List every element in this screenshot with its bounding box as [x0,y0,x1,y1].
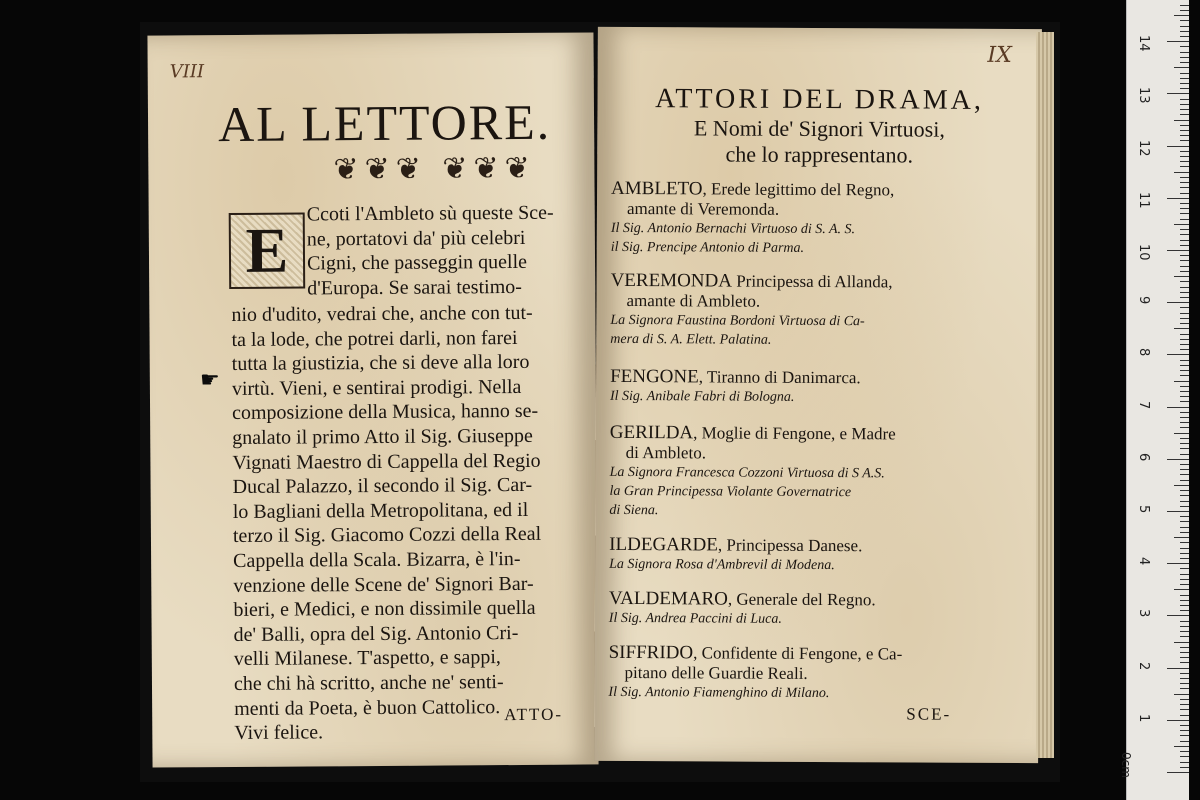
cast-subheading: E Nomi de' Signori Virtuosi, [693,115,945,142]
preface-text [231,301,542,746]
ruler-tick [1180,704,1189,705]
ruler-label: 10 [1136,244,1151,261]
ruler-tick [1167,250,1189,251]
ruler-tick [1180,558,1189,559]
ruler-tick [1180,767,1189,768]
performer-name: Il Sig. Antonio Bernachi Virtuoso di S. A. S. il Sig. Prencipe Antonio di Parma. [610,220,856,256]
text-line: terzo il Sig. Giacomo Cozzi della Real [232,523,542,548]
cast-role [611,179,1031,201]
ruler-tick [1180,688,1189,689]
ruler-tick [1180,725,1189,726]
text-line: Vivi felice. [234,721,324,745]
ruler-tick [1180,636,1189,637]
ruler-tick [1180,427,1189,428]
character-name: ILDEGARDE [609,533,718,556]
ruler-tick [1167,459,1189,460]
character-name: AMBLETO [611,177,703,200]
ruler-tick [1180,715,1189,716]
catchword-right: SCE- [906,704,952,724]
ruler-tick [1180,307,1189,308]
dropcap-initial: E [229,212,306,289]
ruler-tick [1180,678,1189,679]
left-page [147,32,598,767]
ruler-tick [1180,130,1189,131]
text-line: bieri, e Medici, e non dissimile quella [233,596,536,622]
ruler-tick [1180,762,1189,763]
ruler-tick [1180,297,1189,298]
ruler-tick [1180,334,1189,335]
ruler-tick [1167,146,1189,147]
ruler-tick [1180,756,1189,757]
ruler-tick [1180,735,1189,736]
ruler-label: 9 [1136,296,1151,305]
ruler-tick [1180,495,1189,496]
text-line: virtù. Vieni, e sentirai prodigi. Nella [231,375,522,400]
ruler-tick [1180,386,1189,387]
text-line: ta la lode, che potrei darli, non farei [231,326,518,351]
ruler-tick [1180,161,1189,162]
cast-role [609,535,1029,557]
ruler-tick [1180,605,1189,606]
ruler-tick [1180,245,1189,246]
ruler-tick [1180,469,1189,470]
cast-heading: ATTORI DEL DRAMA, [655,83,984,116]
ruler-tick [1167,302,1189,303]
ruler-tick [1180,240,1189,241]
ruler-tick [1180,114,1189,115]
character-role: , Tiranno di Danimarca. [698,367,861,388]
ruler-tick [1180,542,1189,543]
ruler-tick [1167,720,1189,721]
ruler-tick [1167,772,1189,773]
ruler-tick [1180,568,1189,569]
ruler-tick [1167,41,1189,42]
ruler-tick [1180,31,1189,32]
text-line: d'Europa. Se sarai testimo- [307,275,522,300]
ruler-tick [1167,615,1189,616]
ruler-label: 8 [1136,348,1151,357]
measuring-ruler [1119,0,1189,800]
ruler-tick [1180,480,1189,481]
ruler-tick [1180,527,1189,528]
ruler-tick [1167,354,1189,355]
cast-role [610,367,1030,389]
ruler-tick [1180,375,1189,376]
ruler-tick [1180,626,1189,627]
text-line: de' Balli, opra del Sig. Antonio Cri- [233,621,519,646]
ruler-tick [1174,224,1189,225]
text-line: Ccoti l'Ambleto sù queste Sce- [306,201,554,226]
ruler-tick [1180,36,1189,37]
ruler-tick [1180,26,1189,27]
ruler-tick [1180,166,1189,167]
ruler-tick [1180,46,1189,47]
catchword-left: ATTO- [504,704,564,725]
text-line: Vignati Maestro di Cappella del Regio [232,449,541,474]
ruler-tick [1180,662,1189,663]
ruler-label: 1 [1136,713,1151,723]
ruler-tick [1180,260,1189,261]
cast-entry [609,589,1029,630]
ruler-tick [1180,313,1189,314]
performer-name: Il Sig. Anibale Fabri di Bologna. [609,388,795,405]
ruler-tick [1180,657,1189,658]
ruler-label: 2 [1136,661,1151,670]
character-role-cont: amante di Veremonda. [626,198,780,219]
ruler-unit-label: 0cm [1119,752,1133,778]
ruler-tick [1167,511,1189,512]
ruler-tick [1180,292,1189,293]
ruler-tick [1180,151,1189,152]
pointing-hand-icon: ☛ [200,368,220,393]
ruler-tick [1180,83,1189,84]
ruler-tick [1180,255,1189,256]
cast-entry [610,367,1030,408]
text-line: Cigni, che passeggin quelle [306,251,528,275]
ruler-tick [1180,10,1189,11]
ruler-tick [1174,120,1189,121]
text-line: tutta la giustizia, che si deve alla loro [231,351,530,376]
character-role-cont: pitano delle Guardie Reali. [624,662,808,683]
ruler-tick [1180,99,1189,100]
text-line: ne, portatovi da' più celebri [306,226,526,251]
ruler-tick [1180,287,1189,288]
character-role-cont: di Ambleto. [625,442,707,463]
ruler-tick [1174,276,1189,277]
ruler-label: 6 [1136,452,1151,462]
performer-name: La Signora Francesca Cozzoni Virtuosa di S A.S. la Gran Principessa Violante Governatrice di Siena. [609,464,885,519]
cast-role [611,271,1031,293]
ruler-tick [1180,553,1189,554]
ruler-tick [1180,203,1189,204]
ruler-tick [1174,746,1189,747]
text-line: Ducal Palazzo, il secondo il Sig. Car- [232,474,533,499]
right-page [594,27,1042,763]
ruler-tick [1167,668,1189,669]
cast-entry [608,643,1028,704]
ruler-tick [1174,694,1189,695]
character-name: SIFFRIDO [608,641,694,664]
character-role: , Erede legittimo del Regno, [702,179,895,200]
ruler-tick [1180,78,1189,79]
ruler-tick [1180,501,1189,502]
cast-role [609,589,1029,611]
ruler-tick [1174,15,1189,16]
ruler-label: 12 [1136,139,1151,157]
text-line: Cappella della Scala. Bizarra, è l'in- [233,547,521,572]
ruler-label: 5 [1136,505,1151,514]
ruler-tick [1180,208,1189,209]
cast-entry [609,423,1030,522]
ruler-tick [1180,349,1189,350]
cast-role [609,643,1029,665]
folio-right: IX [987,42,1012,69]
ruler-label: 13 [1136,87,1151,104]
ruler-tick [1180,600,1189,601]
ruler-tick [1180,213,1189,214]
ruler-tick [1180,443,1189,444]
ruler-tick [1174,67,1189,68]
ruler-tick [1167,93,1189,94]
folio-left: VIII [169,61,205,83]
ruler-tick [1174,589,1189,590]
ruler-tick [1180,20,1189,21]
cast-entry [609,535,1029,576]
text-line: che chi hà scritto, anche ne' senti- [233,671,504,695]
ruler-tick [1180,281,1189,282]
ruler-tick [1180,187,1189,188]
ruler-tick [1180,156,1189,157]
ruler-tick [1174,433,1189,434]
ruler-tick [1180,401,1189,402]
ruler-label: 11 [1136,191,1151,209]
ruler-tick [1174,328,1189,329]
ruler-tick [1180,448,1189,449]
page-title-al-lettore: AL LETTORE. [217,93,552,153]
performer-name: La Signora Rosa d'Ambrevil di Modena. [609,556,835,574]
ruler-label: 4 [1136,557,1151,566]
ruler-tick [1180,647,1189,648]
ruler-tick [1180,323,1189,324]
ruler-tick [1180,62,1189,63]
ruler-tick [1180,579,1189,580]
ruler-tick [1180,730,1189,731]
preface-text-indented [307,201,555,301]
ruler-tick [1180,532,1189,533]
ruler-tick [1180,396,1189,397]
ruler-tick [1180,595,1189,596]
ruler-tick [1180,454,1189,455]
ruler-tick [1180,57,1189,58]
performer-name: Il Sig. Antonio Fiamenghino di Milano. [608,684,830,702]
ruler-tick [1180,422,1189,423]
ruler-tick [1180,548,1189,549]
ruler-tick [1180,631,1189,632]
ruler-tick [1167,563,1189,564]
ruler-tick [1180,490,1189,491]
ruler-tick [1180,709,1189,710]
ruler-tick [1180,412,1189,413]
ruler-tick [1180,88,1189,89]
ruler-tick [1180,344,1189,345]
ruler-tick [1180,73,1189,74]
page-edges [1036,32,1054,758]
ruler-tick [1180,699,1189,700]
ruler-tick [1180,5,1189,6]
performer-name: Il Sig. Andrea Paccini di Luca. [608,610,782,627]
ruler-tick [1180,234,1189,235]
text-line: composizione della Musica, hanno se- [232,400,539,425]
character-role-cont: amante di Ambleto. [626,290,761,311]
ornament-icon: ❦❦❦ ❦❦❦ [333,150,536,188]
ruler-tick [1180,339,1189,340]
ruler-tick [1180,266,1189,267]
ruler-tick [1180,673,1189,674]
ruler-tick [1180,506,1189,507]
ruler-tick [1180,464,1189,465]
character-role: , Moglie di Fengone, e Madre [693,423,896,444]
ruler-tick [1180,741,1189,742]
cast-entry [610,271,1030,351]
ruler-tick [1180,474,1189,475]
ruler-tick [1180,182,1189,183]
character-role: Principessa di Allanda, [731,271,893,292]
ruler-tick [1180,52,1189,53]
ruler-tick [1180,125,1189,126]
character-name: GERILDA [609,421,694,444]
cast-entry [611,179,1031,259]
character-name: FENGONE [610,365,699,388]
ruler-tick [1180,683,1189,684]
ruler-tick [1180,751,1189,752]
ruler-tick [1180,104,1189,105]
cast-role [610,423,1030,445]
ruler-tick [1180,584,1189,585]
ruler-tick [1180,391,1189,392]
ruler-tick [1180,438,1189,439]
ruler-tick [1167,407,1189,408]
ruler-tick [1174,381,1189,382]
character-role: , Principessa Danese. [717,535,863,556]
ruler-tick [1180,365,1189,366]
ruler-tick [1174,172,1189,173]
ruler-tick [1180,516,1189,517]
text-line: gnalato il primo Atto il Sig. Giuseppe [232,424,533,449]
ruler-tick [1180,360,1189,361]
ruler-tick [1180,417,1189,418]
ruler-tick [1180,574,1189,575]
performer-name: La Signora Faustina Bordoni Virtuosa di Ca- mera di S. A. Elett. Palatina. [610,312,865,348]
character-role: , Generale del Regno. [727,589,876,610]
ruler-tick [1174,485,1189,486]
ruler-tick [1180,140,1189,141]
ruler-tick [1180,135,1189,136]
ruler-tick [1180,318,1189,319]
ruler-tick [1180,610,1189,611]
ruler-label: 7 [1136,400,1151,409]
text-line: velli Milanese. T'aspetto, e sappi, [233,646,501,671]
ruler-tick [1174,537,1189,538]
ruler-tick [1180,193,1189,194]
cast-subheading-2: che lo rappresentano. [725,141,914,168]
ruler-tick [1180,271,1189,272]
ruler-label: 14 [1136,35,1151,52]
ruler-tick [1180,109,1189,110]
text-line: venzione delle Scene de' Signori Bar- [233,572,534,597]
text-line: lo Bagliani della Metropolitana, ed il [232,498,529,523]
text-line: menti da Poeta, è buon Cattolico. [234,695,501,720]
ruler-tick [1180,177,1189,178]
ruler-tick [1180,219,1189,220]
character-name: VEREMONDA [610,269,733,292]
ruler-tick [1174,642,1189,643]
text-line: nio d'udito, vedrai che, anche con tut- [231,301,533,326]
ruler-tick [1180,652,1189,653]
character-role: , Confidente di Fengone, e Ca- [693,643,903,664]
ruler-tick [1180,621,1189,622]
ruler-tick [1180,521,1189,522]
ruler-tick [1167,198,1189,199]
character-name: VALDEMARO [608,587,728,610]
ruler-tick [1180,229,1189,230]
ruler-tick [1180,370,1189,371]
ruler-label: 3 [1136,609,1151,618]
